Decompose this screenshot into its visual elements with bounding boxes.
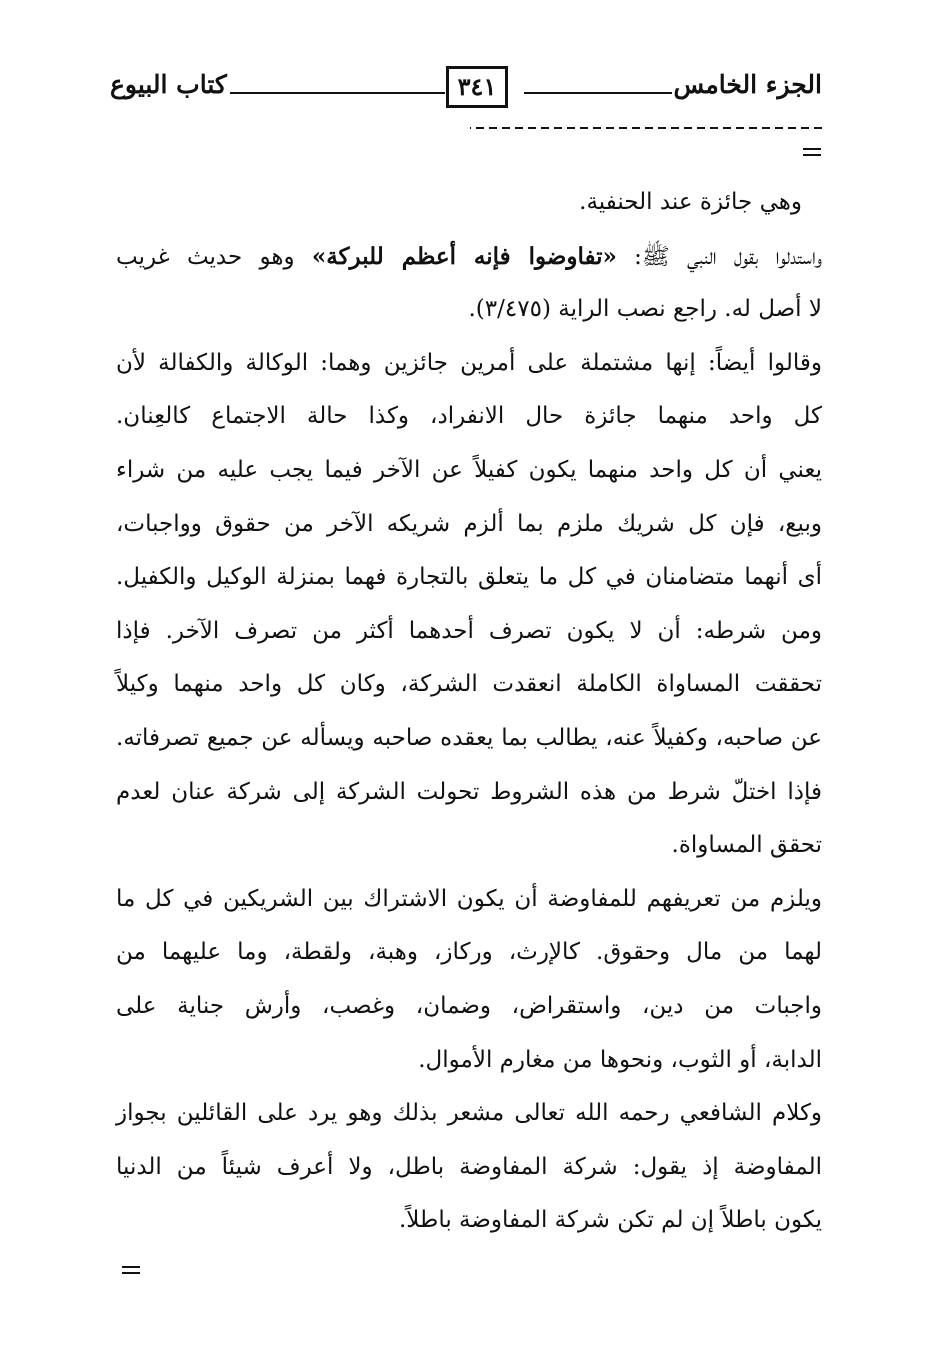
double-bar-mark-top: [803, 148, 821, 156]
text-line: وقالوا أيضاً: إنها مشتملة على أمرين جائزين وهما: الوكالة والكفالة لأن: [116, 349, 822, 376]
text-line: لهما من مال وحقوق. كالإرث، وركاز، وهبة، ولقطة، وما عليهما من: [116, 939, 822, 966]
header-rule-right: [524, 92, 672, 94]
double-bar-mark-bottom: [122, 1266, 140, 1274]
text-line: ويلزم من تعريفهم للمفاوضة أن يكون الاشتراك بين الشريكين في كل ما: [116, 885, 822, 912]
text-line: المفاوضة إذ يقول: شركة المفاوضة باطل، ولا أعرف شيئاً من الدنيا: [116, 1153, 822, 1180]
header-rule-left: [230, 92, 445, 94]
text-segment: واستدلوا بقول النبي ﷺ:: [616, 243, 823, 270]
text-line: كل واحد منهما جائزة حال الانفراد، وكذا حالة الاجتماع كالعِنان.: [116, 403, 822, 430]
text-line: واجبات من دين، واستقراض، وضمان، وغصب، وأرش جناية على: [116, 992, 822, 1019]
text-line: عن صاحبه، وكفيلاً عنه، يطالب بما يعقده صاحبه ويسأله عن جميع تصرفاته.: [116, 724, 822, 751]
text-line: وكلام الشافعي رحمه الله تعالى مشعر بذلك وهو يرد على القائلين بجواز: [116, 1100, 822, 1127]
text-line: تحقق المساواة.: [671, 832, 822, 859]
text-line: يعني أن كل واحد منهما يكون كفيلاً عن الآخر فيما يجب عليه من شراء: [116, 456, 822, 483]
text-line: يكون باطلاً إن لم تكن شركة المفاوضة باطلاً.: [399, 1207, 822, 1234]
text-line: فإذا اختلّ شرط من هذه الشروط تحولت الشركة إلى شركة عنان لعدم: [116, 778, 822, 805]
text-line: الدابة، أو الثوب، ونحوها من مغارم الأموال.: [418, 1046, 822, 1073]
body-text: [116, 176, 822, 1248]
dashed-separator: [470, 127, 822, 129]
part-title: الجزء الخامس: [673, 70, 822, 99]
text-line: [116, 230, 822, 284]
hadith-quote: «تفاوضوا فإنه أعظم للبركة»: [311, 242, 617, 270]
book-title: كتاب البيوع: [110, 70, 227, 99]
text-line: ومن شرطه: أن لا يكون تصرف أحدهما أكثر من تصرف الآخر. فإذا: [116, 617, 822, 644]
text-line: أى أنهما متضامنان في كل ما يتعلق بالتجارة فهما بمنزلة الوكيل والكفيل.: [116, 564, 822, 591]
page-header: [110, 66, 822, 116]
text-line: لا أصل له. راجع نصب الراية (٣/٤٧٥).: [468, 296, 822, 323]
page-number: ٣٤١: [446, 66, 508, 108]
text-segment: وهو حديث غريب: [116, 243, 312, 270]
text-line: تحققت المساواة الكاملة انعقدت الشركة، وكان كل واحد منهما وكيلاً: [116, 671, 822, 698]
text-line: وبيع، فإن كل شريك ملزم بما ألزم شريكه الآخر من حقوق وواجبات،: [116, 510, 822, 537]
text-line: وهي جائزة عند الحنفية.: [579, 189, 802, 215]
